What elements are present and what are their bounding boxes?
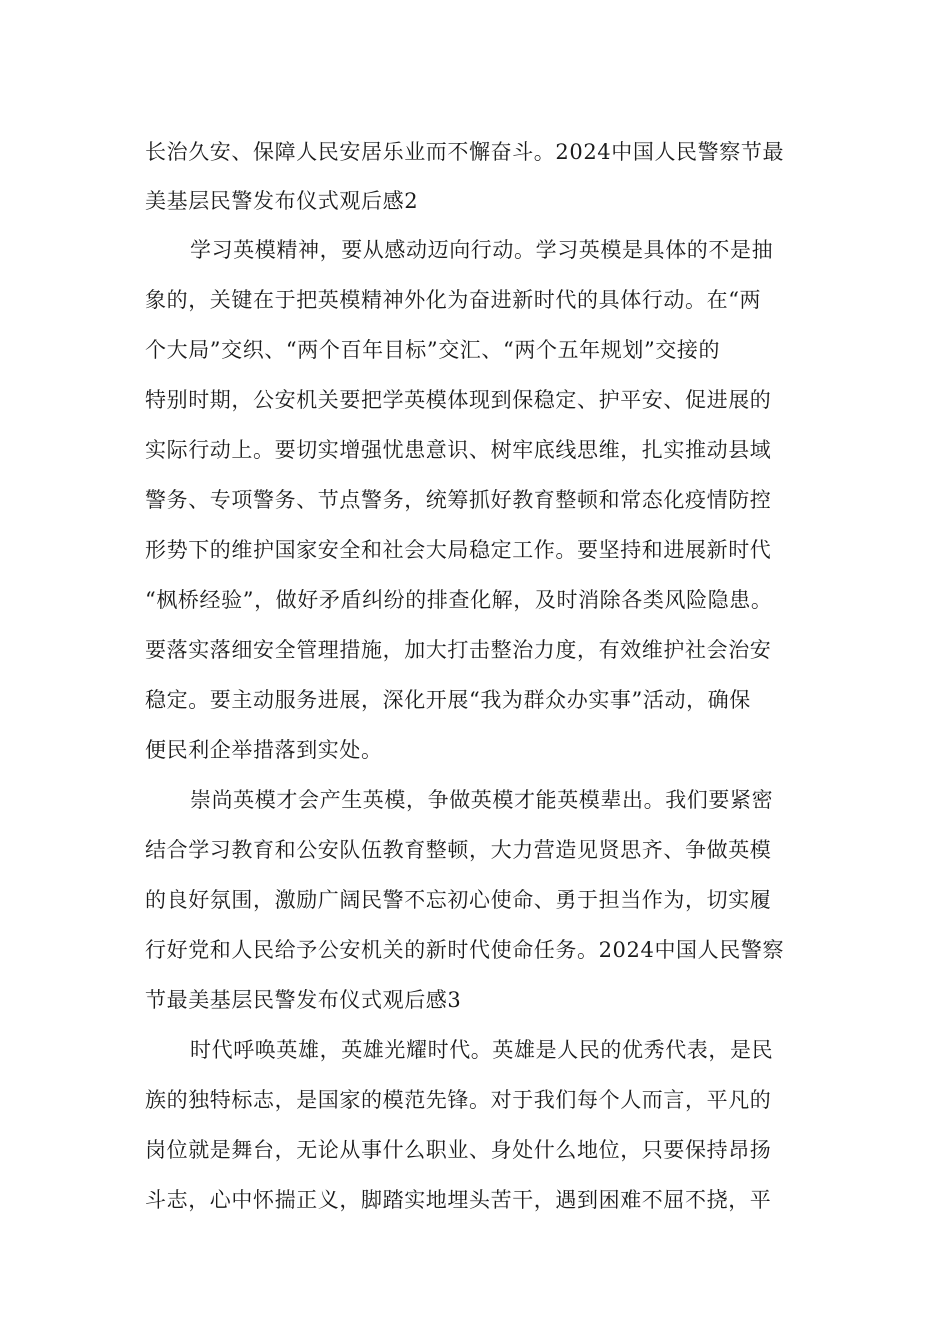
text-line: 的良好氛围，激励广阔民警不忘初心使命、勇于担当作为，切实履 <box>145 888 772 912</box>
text-line: 族的独特标志，是国家的模范先锋。对于我们每个人而言，平凡的 <box>145 1088 772 1112</box>
text-line: 行好党和人民给予公安机关的新时代使命任务。2024中国人民警察 <box>145 938 785 962</box>
text-line: 岗位就是舞台，无论从事什么职业、身处什么地位，只要保持昂扬 <box>145 1138 772 1162</box>
text-line: 象的，关键在于把英模精神外化为奋进新时代的具体行动。在“两 <box>145 288 762 312</box>
text-line: 个大局”交织、“两个百年目标”交汇、“两个五年规划”交接的 <box>145 338 721 362</box>
text-line: 便民利企举措落到实处。 <box>145 738 383 762</box>
paragraph-first-line: 时代呼唤英雄，英雄光耀时代。英雄是人民的优秀代表，是民 <box>190 1038 774 1062</box>
paragraph-first-line: 崇尚英模才会产生英模，争做英模才能英模辈出。我们要紧密 <box>190 788 774 812</box>
text-line: 要落实落细安全管理措施，加大打击整治力度，有效维护社会治安 <box>145 638 772 662</box>
text-line: 稳定。要主动服务进展，深化开展“我为群众办实事”活动，确保 <box>145 688 751 712</box>
text-line: 斗志，心中怀揣正义，脚踏实地埋头苦干，遇到困难不屈不挠，平 <box>145 1188 772 1212</box>
text-line: 美基层民警发布仪式观后感2 <box>145 189 419 213</box>
text-line: “枫桥经验”，做好矛盾纠纷的排查化解，及时消除各类风险隐患。 <box>145 588 773 612</box>
text-line: 实际行动上。要切实增强忧患意识、树牢底线思维，扎实推动县域 <box>145 438 772 462</box>
text-line: 节最美基层民警发布仪式观后感3 <box>145 988 462 1012</box>
text-line: 警务、专项警务、节点警务，统筹抓好教育整顿和常态化疫情防控 <box>145 488 772 512</box>
text-line: 结合学习教育和公安队伍教育整顿，大力营造见贤思齐、争做英模 <box>145 838 772 862</box>
text-line: 形势下的维护国家安全和社会大局稳定工作。要坚持和进展新时代 <box>145 538 772 562</box>
text-line: 长治久安、保障人民安居乐业而不懈奋斗。2024中国人民警察节最 <box>145 140 785 164</box>
paragraph-first-line: 学习英模精神，要从感动迈向行动。学习英模是具体的不是抽 <box>190 238 774 262</box>
text-line: 特别时期，公安机关要把学英模体现到保稳定、护平安、促进展的 <box>145 388 772 412</box>
